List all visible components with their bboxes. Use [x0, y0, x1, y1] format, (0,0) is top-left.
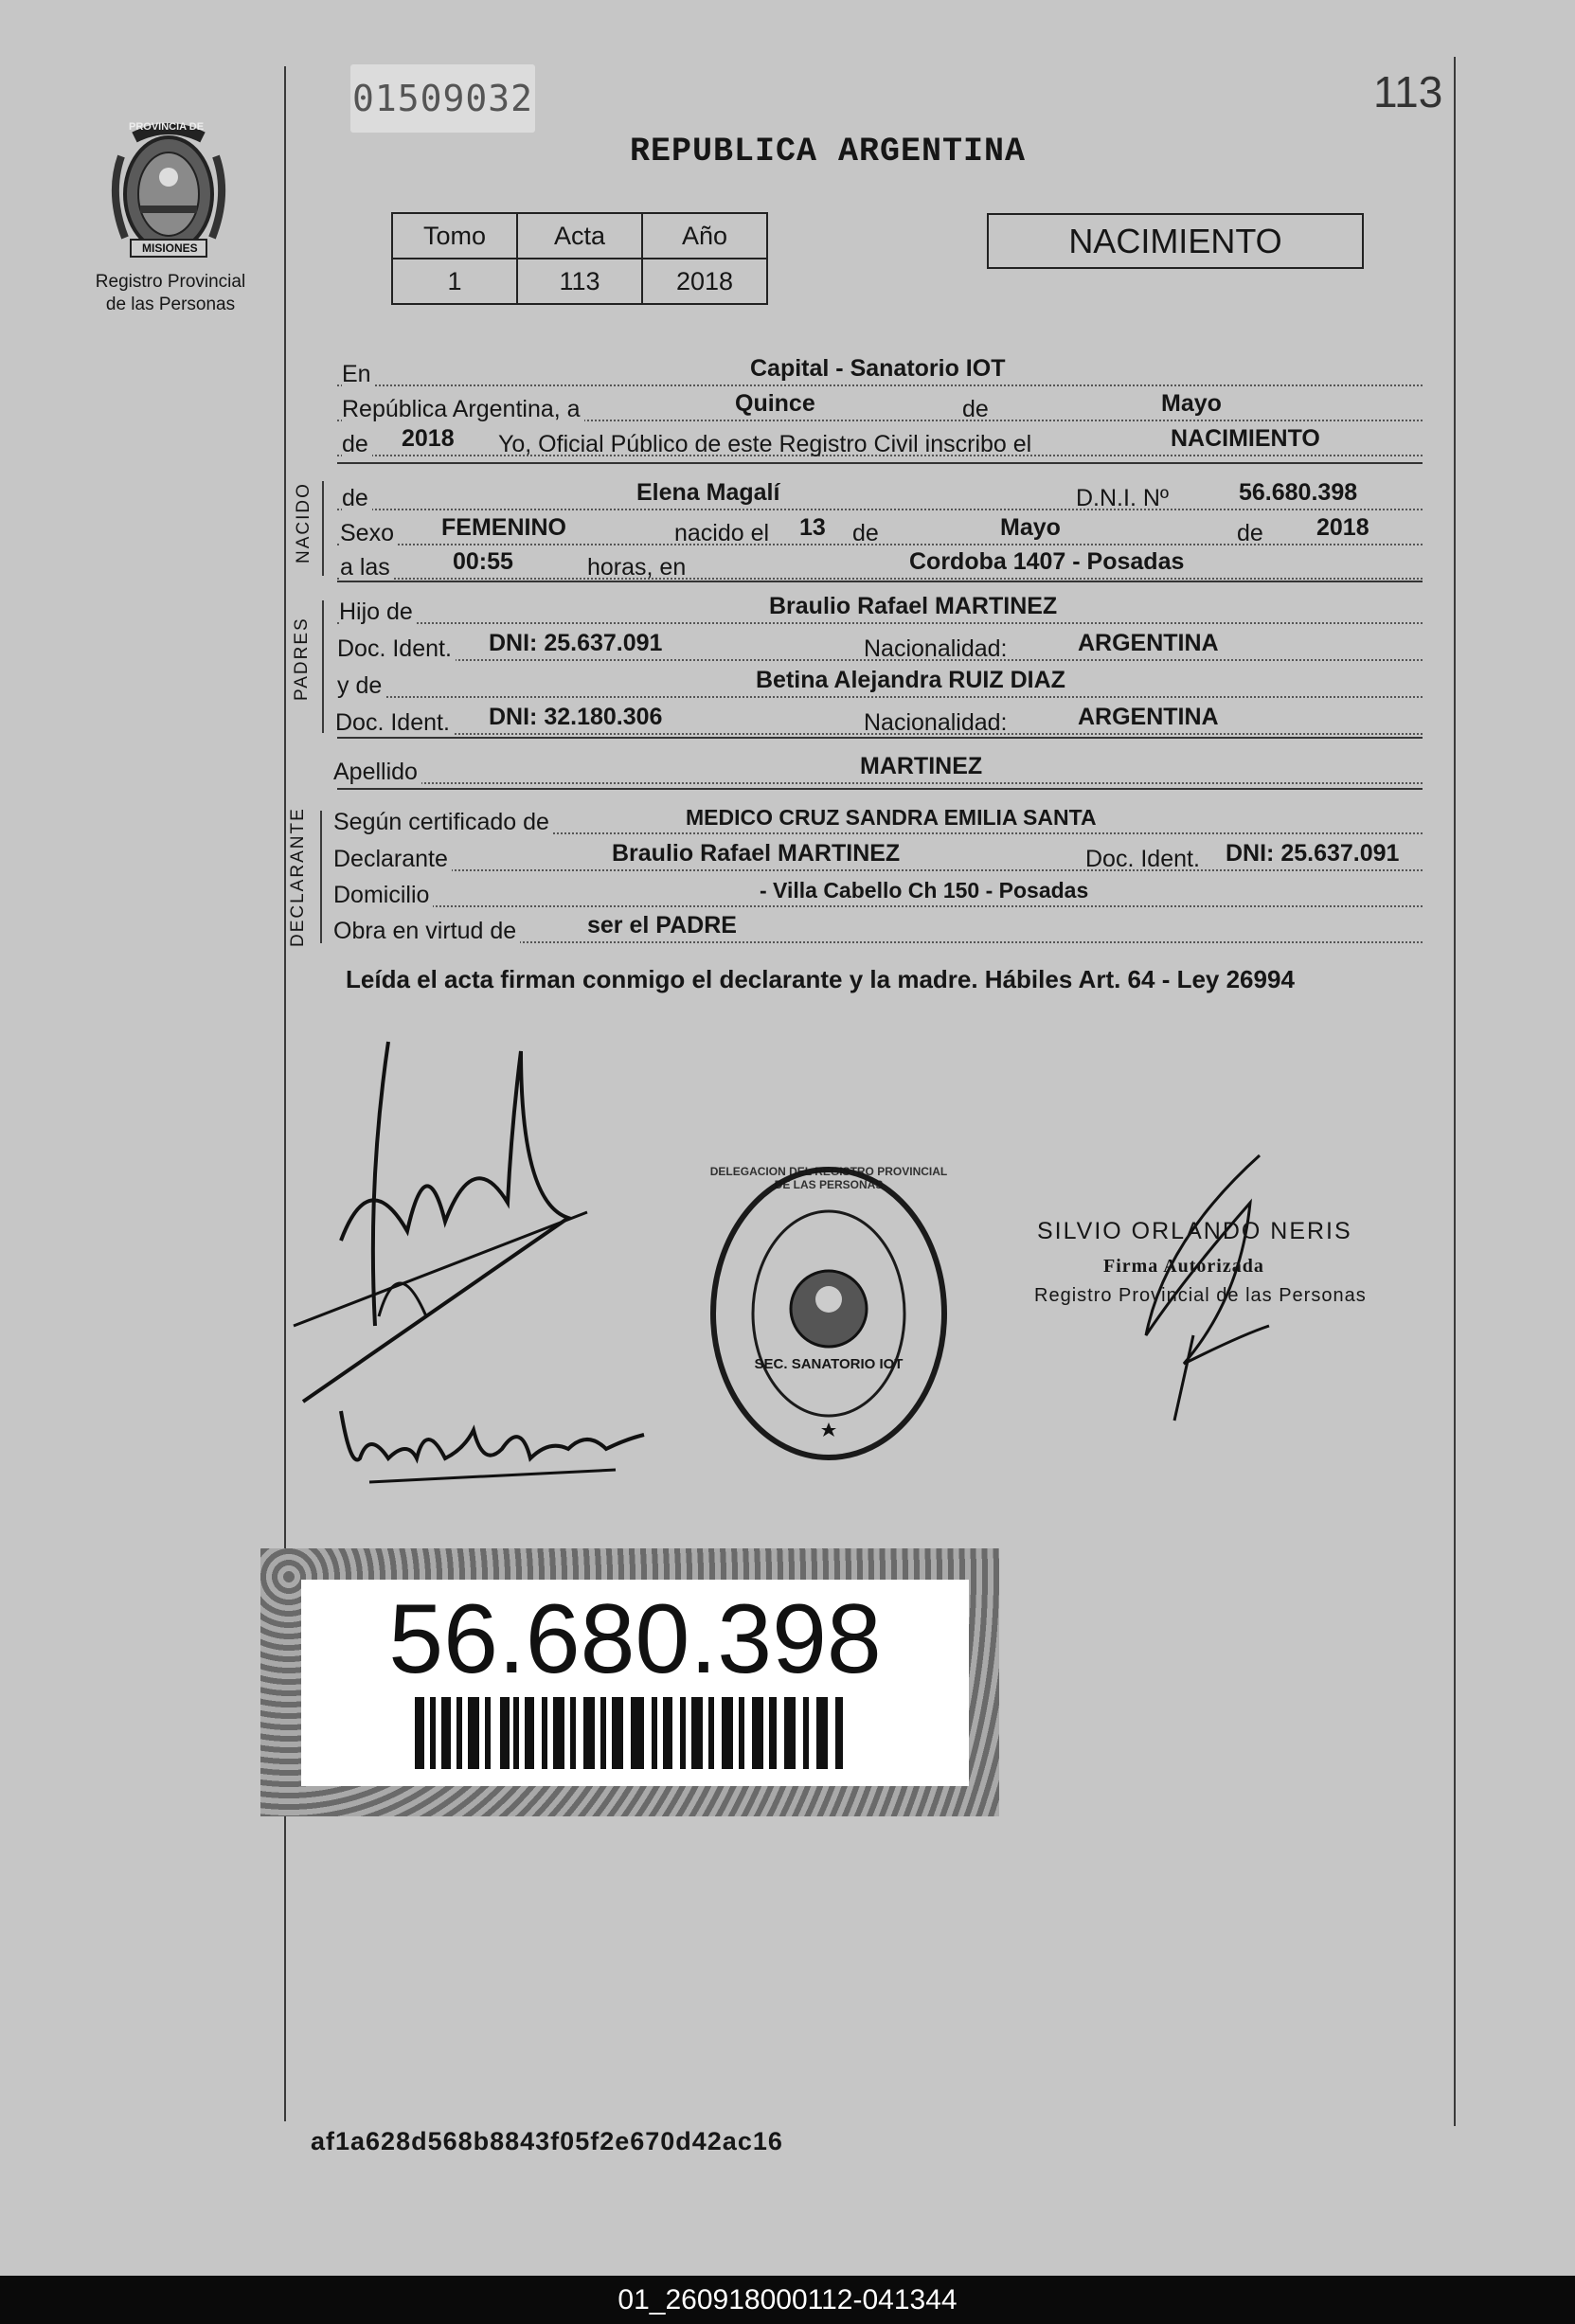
value-mother-name: Betina Alejandra RUIZ DIAZ [756, 667, 1065, 693]
row-child-name [337, 476, 1423, 510]
label-nacionalidad-mother: Nacionalidad: [864, 709, 1008, 736]
label-oficial: Yo, Oficial Público de este Registro Civil inscribo el [498, 431, 1032, 457]
row-surname [333, 750, 1423, 785]
label-doc-ident-mother: Doc. Ident. [335, 709, 454, 737]
record-table-header-ano: Año [642, 213, 767, 259]
label-nacido-el: nacido el [674, 520, 770, 546]
record-table-value-ano: 2018 [642, 259, 767, 304]
row-address [333, 873, 1423, 908]
value-mother-doc: DNI: 32.180.306 [489, 704, 663, 730]
closing-statement: Leída el acta firman conmigo el declarante y la madre. Hábiles Art. 64 - Ley 26994 [346, 965, 1295, 993]
row-capacity [333, 909, 1423, 944]
value-certificate: MEDICO CRUZ SANDRA EMILIA SANTA [686, 805, 1097, 830]
value-declarant-doc: DNI: 25.637.091 [1226, 840, 1400, 867]
declarante-bracket [320, 811, 322, 943]
row-father-name [337, 590, 1423, 624]
value-birth-month: Mayo [1000, 514, 1061, 541]
seal-top-text: PROVINCIA DE [129, 121, 205, 133]
label-de-b2: de [1237, 520, 1263, 546]
label-en: En [342, 361, 375, 388]
row-declarant [333, 837, 1423, 872]
label-de-year: de [342, 431, 372, 458]
label-a-las: a las [340, 554, 394, 581]
officer-office: Registro Provincial de las Personas [1034, 1285, 1367, 1306]
label-dni: D.N.I. Nº [1076, 485, 1170, 511]
value-sex: FEMENINO [441, 514, 566, 541]
record-table-value-acta: 113 [517, 259, 642, 304]
label-republica: República Argentina, a [342, 396, 584, 423]
label-segun: Según certificado de [333, 809, 553, 836]
row-date [337, 387, 1423, 421]
record-table-header-acta: Acta [517, 213, 642, 259]
label-declarante: Declarante [333, 846, 452, 873]
serial-number: 01509032 [350, 64, 535, 133]
value-birth-day: 13 [799, 514, 826, 541]
row-sex-birth [337, 511, 1423, 545]
value-birth-year: 2018 [1316, 514, 1369, 541]
nacido-block-divider [337, 581, 1423, 582]
label-y-de: y de [337, 672, 385, 700]
scan-footer: 01_260918000112-041344 [0, 2276, 1575, 2324]
label-doc-ident-declarant: Doc. Ident. [1085, 846, 1200, 872]
value-capacity: ser el PADRE [587, 912, 737, 939]
label-domicilio: Domicilio [333, 882, 433, 909]
side-label-nacido: NACIDO [294, 482, 313, 563]
page-number: 113 [1373, 67, 1443, 116]
label-de: de [962, 396, 989, 422]
value-child-dni: 56.680.398 [1239, 479, 1358, 506]
value-address: - Villa Cabello Ch 150 - Posadas [760, 878, 1089, 903]
row-place [337, 352, 1423, 386]
value-surname: MARTINEZ [860, 753, 983, 779]
padres-block-divider [337, 737, 1423, 739]
id-label-number: 56.680.398 [388, 1584, 882, 1694]
value-place: Capital - Sanatorio IOT [750, 355, 1006, 382]
declarant-signature [284, 1032, 606, 1411]
officer-name: SILVIO ORLANDO NERIS [1037, 1218, 1352, 1244]
row-father-doc [337, 627, 1423, 661]
header-block-divider [337, 462, 1423, 464]
side-label-padres: PADRES [292, 617, 312, 701]
label-apellido: Apellido [333, 759, 421, 786]
value-birth-place: Cordoba 1407 - Posadas [909, 548, 1185, 575]
label-de-b1: de [852, 520, 879, 546]
seal-bottom-text: MISIONES [142, 241, 198, 255]
label-obra: Obra en virtud de [333, 918, 520, 945]
value-father-name: Braulio Rafael MARTINEZ [769, 593, 1058, 619]
side-label-declarante: DECLARANTE [288, 807, 308, 947]
value-day-words: Quince [735, 390, 815, 417]
registry-name [76, 271, 265, 316]
record-table [391, 212, 768, 305]
value-mother-nationality: ARGENTINA [1078, 704, 1219, 730]
stamp-ring-text: DELEGACION DEL REGISTRO PROVINCIAL DE LAS PERSONAS [709, 1165, 948, 1191]
row-mother-name [337, 664, 1423, 698]
value-year: 2018 [402, 425, 455, 452]
label-horas-en: horas, en [587, 554, 687, 581]
label-de-name: de [342, 485, 372, 512]
label-nacionalidad-father: Nacionalidad: [864, 635, 1008, 662]
document-title: REPUBLICA ARGENTINA [630, 133, 1027, 170]
row-certificate [333, 800, 1423, 835]
surname-divider [337, 788, 1423, 790]
registry-name-line2: de las Personas [105, 295, 236, 314]
right-margin-line [1454, 57, 1456, 2126]
padres-bracket [322, 600, 324, 733]
id-barcode [415, 1697, 850, 1769]
mother-signature [331, 1392, 653, 1496]
value-father-doc: DNI: 25.637.091 [489, 630, 663, 656]
document-hash: af1a628d568b8843f05f2e670d42ac16 [311, 2127, 783, 2155]
value-child-name: Elena Magalí [636, 479, 780, 506]
label-hijo-de: Hijo de [339, 599, 417, 626]
row-time-place [337, 545, 1423, 580]
record-table-value-tomo: 1 [392, 259, 517, 304]
registry-stamp [706, 1157, 952, 1470]
record-type-box: NACIMIENTO [987, 213, 1364, 269]
officer-role: Firma Autorizada [1103, 1256, 1264, 1277]
stamp-inner-text: SEC. SANATORIO IOT [754, 1356, 904, 1372]
value-father-nationality: ARGENTINA [1078, 630, 1219, 656]
registry-name-line1: Registro Provincial [95, 272, 246, 292]
nacido-bracket [322, 481, 324, 576]
value-month: Mayo [1161, 390, 1222, 417]
label-sexo: Sexo [340, 520, 398, 547]
value-declarant: Braulio Rafael MARTINEZ [612, 840, 901, 867]
row-year [337, 422, 1423, 456]
value-birth-time: 00:55 [453, 548, 513, 575]
row-mother-doc [337, 701, 1423, 735]
value-act-type: NACIMIENTO [1171, 425, 1320, 452]
record-table-header-tomo: Tomo [392, 213, 517, 259]
label-doc-ident-father: Doc. Ident. [337, 635, 456, 663]
